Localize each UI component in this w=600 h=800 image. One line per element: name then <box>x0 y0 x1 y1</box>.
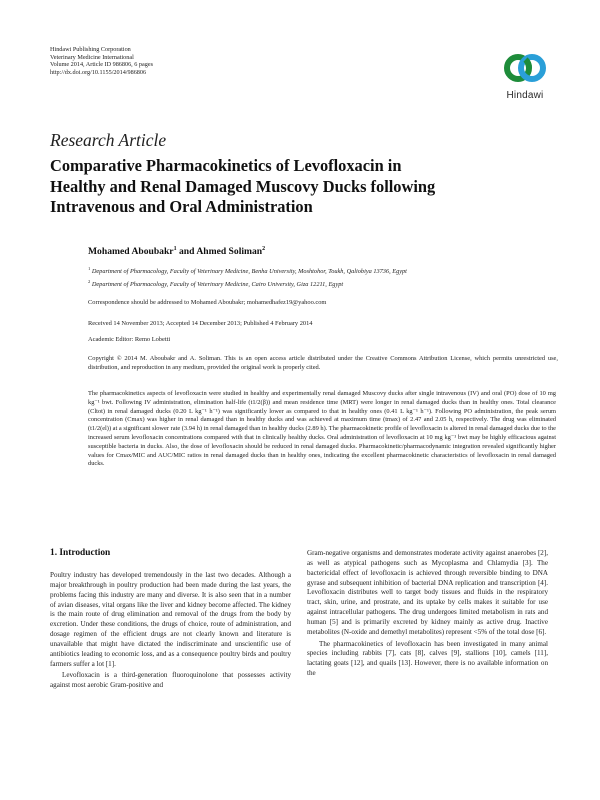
affiliation-text: Department of Pharmacology, Faculty of Veterinary Medicine, Benha University, Moshtohor, Toukh, Qaliobiya 13736, Egypt <box>91 268 407 276</box>
title-line: Comparative Pharmacokinetics of Levofloxacin in <box>50 156 402 175</box>
academic-editor: Academic Editor: Remo Lobetti <box>88 336 171 343</box>
author-affiliation-mark: 1 <box>173 246 177 252</box>
article-dates: Received 14 November 2013; Accepted 14 December 2013; Published 4 February 2014 <box>88 320 313 327</box>
title-line: Intravenous and Oral Administration <box>50 197 313 216</box>
publisher-name: Hindawi Publishing Corporation <box>50 46 131 53</box>
affiliation-2 <box>88 279 343 288</box>
logo-wordmark: Hindawi <box>506 90 544 101</box>
author-name: Ahmed Soliman <box>196 246 263 258</box>
volume-line: Volume 2014, Article ID 986806, 6 pages <box>50 61 153 69</box>
paragraph: Levofloxacin is a third-generation fluoroquinolone that possesses activity against most aerobic Gram-positive and <box>50 671 291 690</box>
body-column-right <box>307 549 548 679</box>
author-list <box>88 246 265 257</box>
publication-info <box>50 46 153 76</box>
paragraph: The pharmacokinetics of levofloxacin has been investigated in many animal species including rabbits [7], cats [8], calves [9], stallions [10], camels [11], lactating goats [12], and quails [13]. However, there is no available information on the <box>307 639 548 678</box>
journal-name: Veterinary Medicine International <box>50 53 134 61</box>
author-name: Mohamed Aboubakr <box>88 246 174 258</box>
author-affiliation-mark: 2 <box>262 246 266 252</box>
section-heading-introduction: 1. Introduction <box>50 548 111 558</box>
affiliation-1 <box>88 266 407 275</box>
body-column-left <box>50 571 291 691</box>
hindawi-logo <box>496 46 554 106</box>
affiliation-mark: 2 <box>88 279 91 284</box>
correspondence-line: Correspondence should be addressed to Mohamed Aboubakr; mohamedhafez19@yahoo.com <box>88 299 327 306</box>
copyright-notice: Copyright © 2014 M. Aboubakr and A. Soliman. This is an open access article distributed under the Creative Commons Attribution License, which permits unrestricted use, distribution, and reproduction in any medium, provided the original work is properly cited. <box>88 355 558 371</box>
affiliation-mark: 1 <box>88 266 91 271</box>
title-line: Healthy and Renal Damaged Muscovy Ducks following <box>50 176 436 196</box>
affiliation-text: Department of Pharmacology, Faculty of Veterinary Medicine, Cairo University, Giza 12211, Egypt <box>91 281 344 289</box>
doi-link[interactable]: http://dx.doi.org/10.1155/2014/986806 <box>50 68 147 76</box>
article-type: Research Article <box>50 130 167 150</box>
hindawi-logo-icon <box>496 46 554 90</box>
article-title <box>50 156 520 218</box>
paragraph: Poultry industry has developed tremendously in the last two decades. Although a major breakthrough in poultry production had been made during the last years, the problems facing this industry are many and diverse. It is also seen that in a number of avian diseases, vital organs like the liver and kidney become affected. The kidney is the main route of drug elimination and removal of the drugs from the body by excretion. Under these conditions, the drugs of choice, route of administration, and dosage regimen of the efficient drugs are not clearly known and literature is unavailable that might have dictated the indiscriminate and unscientific use of antibiotics leading to economic loss, and as a consequence poultry birds and poultry farmers suffer a lot [1]. <box>50 571 291 668</box>
author-conjunction: and <box>176 246 197 258</box>
paragraph: Gram-negative organisms and demonstrates moderate activity against anaerobes [2], as well as atypical pathogens such as Mycoplasma and Chlamydia [3]. The bactericidal effect of levofloxacin is achieved through reversible binding to DNA gyrase and subsequent inhibition of bacterial DNA replication and transcription [4]. Levofloxacin distributes well to target body tissues and fluids in the respiratory tract, skin, urine, and prostrate, and its uptake by cells makes it suitable for use against intracellular pathogens. The drug undergoes limited metabolism in rats and human [5] and is primarily excreted by kidney mainly as active drug. Inactive metabolites (N-oxide and demethyl metabolites) represent <5% of the total dose [6]. <box>307 549 548 636</box>
abstract-text: The pharmacokinetics aspects of levofloxacin were studied in healthy and experimentally renal damaged Muscovy ducks after single intravenous (IV) and oral (PO) dose of 10 mg kg⁻¹ bwt. Following IV administration, elimination half-life (t1/2(β)) and mean residence time (MRT) were longer in renal damaged ducks than in healthy ones. Total clearance (Cltot) in renal damaged ducks (0.20 L kg⁻¹ h⁻¹) was significantly lower as compared to that in healthy ones (0.41 L kg⁻¹ h⁻¹). Following PO administration, the peak serum concentration (Cmax) was higher in renal damaged than in healthy ducks and was achieved at maximum time (tmax) of 2.47 and 2.05 h, respectively. The drug was eliminated (t1/2(el)) at a significant slower rate (3.94 h) in renal damaged than in healthy ducks (2.89 h). The pharmacokinetic profile of levofloxacin is altered in renal damaged ducks due to the increased serum levofloxacin concentrations compared with that in clinically healthy ducks. Oral administration of levofloxacin at 10 mg kg⁻¹ bwt may be highly efficacious against susceptible bacteria in ducks. Also, the dose of levofloxacin should be reduced in renal damaged ducks. Pharmacokinetic/pharmacodynamic integration revealed significantly higher values for Cmax/MIC and AUC/MIC ratios in renal damaged ducks than in healthy ones, indicating the excellent pharmacokinetic characteristics of levofloxacin in renal damaged ducks. <box>88 390 556 468</box>
